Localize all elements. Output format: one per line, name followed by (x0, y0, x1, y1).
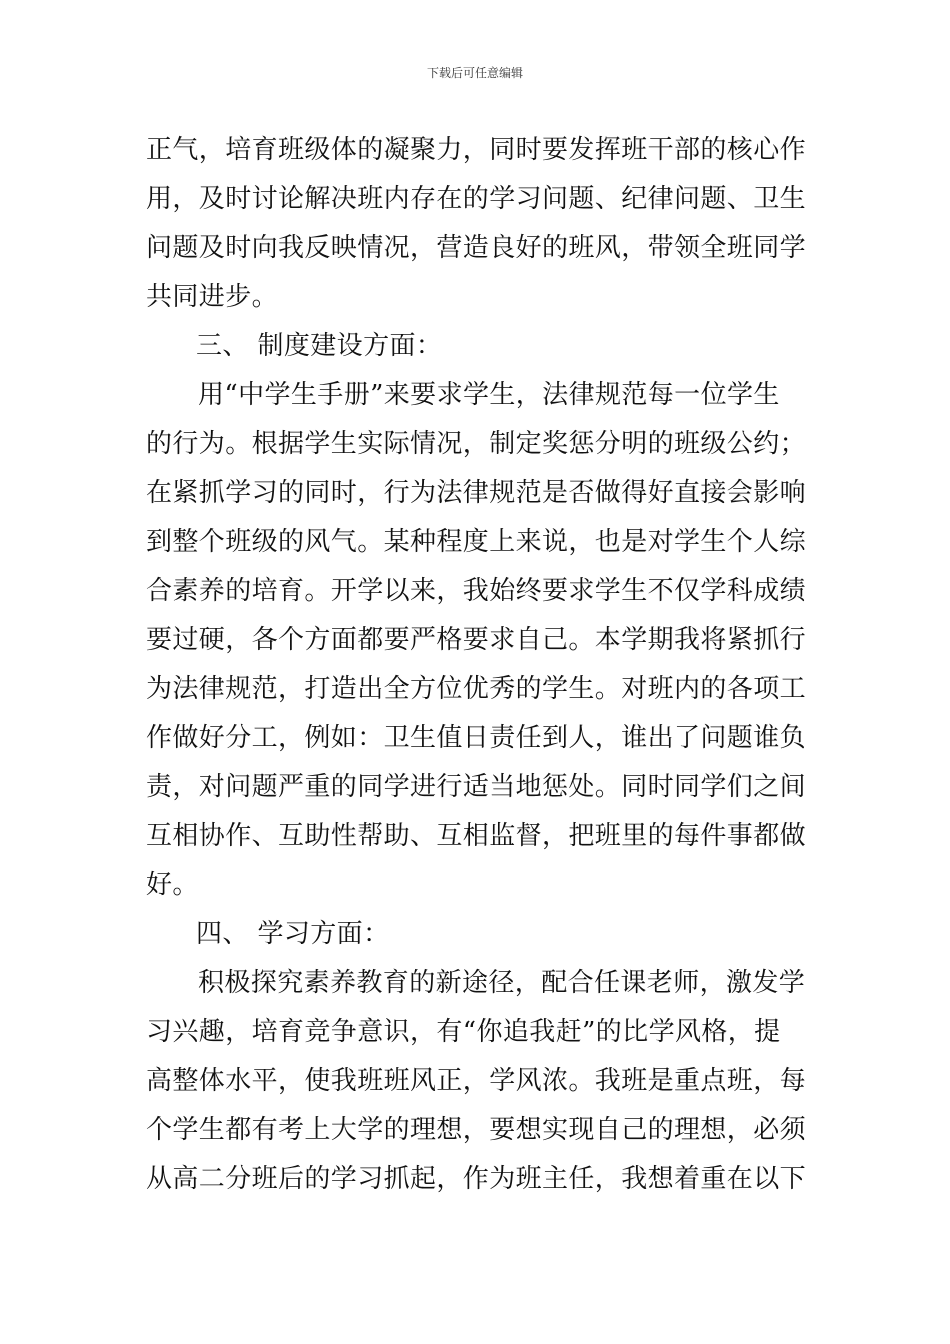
text-line: 到整个班级的风气。某种程度上来说，也是对学生个人综 (146, 527, 807, 557)
text-line: 好。 (146, 870, 199, 900)
text-line: 在紧抓学习的同时，行为法律规范是否做得好直接会影响 (146, 478, 807, 508)
paragraph-start-line: 积极探究素养教育的新途径，配合任课老师，激发学 (198, 968, 806, 998)
text-line: 正气，培育班级体的凝聚力，同时要发挥班干部的核心作 (146, 135, 807, 165)
paragraph-start-line: 用“中学生手册”来要求学生，法律规范每一位学生 (198, 380, 780, 410)
page-header: 下载后可任意编辑 (426, 66, 523, 80)
text-line: 为法律规范，打造出全方位优秀的学生。对班内的各项工 (146, 674, 807, 704)
text-line: 共同进步。 (146, 282, 279, 312)
section-heading-4: 四、 学习方面： (196, 919, 390, 949)
text-line: 个学生都有考上大学的理想，要想实现自己的理想，必须 (146, 1115, 807, 1145)
document-body (146, 126, 806, 1204)
text-line: 高整体水平，使我班班风正，学风浓。我班是重点班，每 (146, 1066, 807, 1096)
text-line: 问题及时向我反映情况，营造良好的班风，带领全班同学 (146, 233, 807, 263)
text-line: 用，及时讨论解决班内存在的学习问题、纪律问题、卫生 (146, 184, 807, 214)
text-line: 要过硬，各个方面都要严格要求自己。本学期我将紧抓行 (146, 625, 807, 655)
text-line: 互相协作、互助性帮助、互相监督，把班里的每件事都做 (146, 821, 807, 851)
section-heading-3: 三、 制度建设方面： (196, 331, 443, 361)
text-line: 作做好分工，例如：卫生值日责任到人，谁出了问题谁负 (146, 723, 807, 753)
text-line: 习兴趣，培育竞争意识，有“你追我赶”的比学风格，提 (146, 1017, 781, 1047)
text-line: 的行为。根据学生实际情况，制定奖惩分明的班级公约； (146, 429, 807, 459)
text-line: 合素养的培育。开学以来，我始终要求学生不仅学科成绩 (146, 576, 807, 606)
text-line: 从高二分班后的学习抓起，作为班主任，我想着重在以下 (146, 1164, 807, 1194)
text-line: 责，对问题严重的同学进行适当地惩处。同时同学们之间 (146, 772, 807, 802)
